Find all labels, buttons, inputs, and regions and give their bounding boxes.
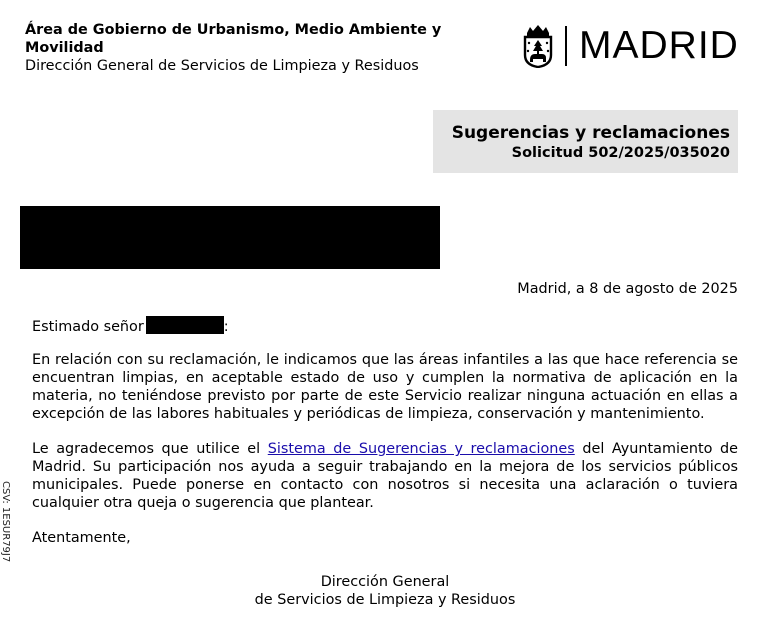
logo-divider bbox=[565, 26, 567, 66]
greeting bbox=[32, 316, 738, 336]
paragraph-1: En relación con su reclamación, le indicamos que las áreas infantiles a las que hace referencia se encuentran limpias, en aceptable estado de uso y cumplen la normativa de aplicación en la materia, no teniéndose previsto por parte de este Servicio realizar ninguna actuación en ellas a excepción de las labores habituales y periódicas de limpieza, conservación y mantenimiento. bbox=[32, 352, 738, 422]
signature-block bbox=[0, 573, 770, 609]
signature-line-1: Dirección General bbox=[320, 574, 450, 590]
letter-date: Madrid, a 8 de agosto de 2025 bbox=[517, 281, 738, 297]
madrid-shield-icon bbox=[522, 24, 554, 68]
logo-wordmark: MADRID bbox=[579, 24, 739, 67]
paragraph-2-intro: Le agradecemos que utilice el bbox=[32, 441, 268, 457]
redacted-address-block bbox=[20, 206, 440, 269]
directorate-name: Dirección General de Servicios de Limpieza y Residuos bbox=[25, 58, 419, 74]
paragraph-2 bbox=[32, 440, 738, 512]
madrid-logo bbox=[522, 24, 762, 70]
greeting-suffix: : bbox=[223, 319, 229, 335]
greeting-prefix: Estimado señor bbox=[32, 319, 144, 335]
redacted-name bbox=[146, 316, 224, 334]
side-verification-code: CSV: 1ESUR79J7 bbox=[0, 481, 11, 563]
suggestions-system-link[interactable]: Sistema de Sugerencias y reclamaciones bbox=[267, 441, 575, 457]
letter-header bbox=[25, 21, 495, 75]
request-number: Solicitud 502/2025/035020 bbox=[511, 145, 730, 161]
subject-title: Sugerencias y reclamaciones bbox=[451, 123, 730, 143]
closing: Atentamente, bbox=[32, 530, 131, 546]
signature-line-2: de Servicios de Limpieza y Residuos bbox=[254, 592, 516, 608]
department-name: Área de Gobierno de Urbanismo, Medio Ambiente y Movilidad bbox=[25, 22, 442, 56]
paragraph-2-rest: del Ayuntamiento de Madrid. Su participación nos ayuda a seguir trabajando en la mejora de los servicios públicos municipales. Puede ponerse en contacto con nosotros si necesita una aclaración o tuviera cualquier otra queja o sugerencia que plantear. bbox=[32, 441, 738, 511]
subject-box bbox=[433, 110, 738, 173]
